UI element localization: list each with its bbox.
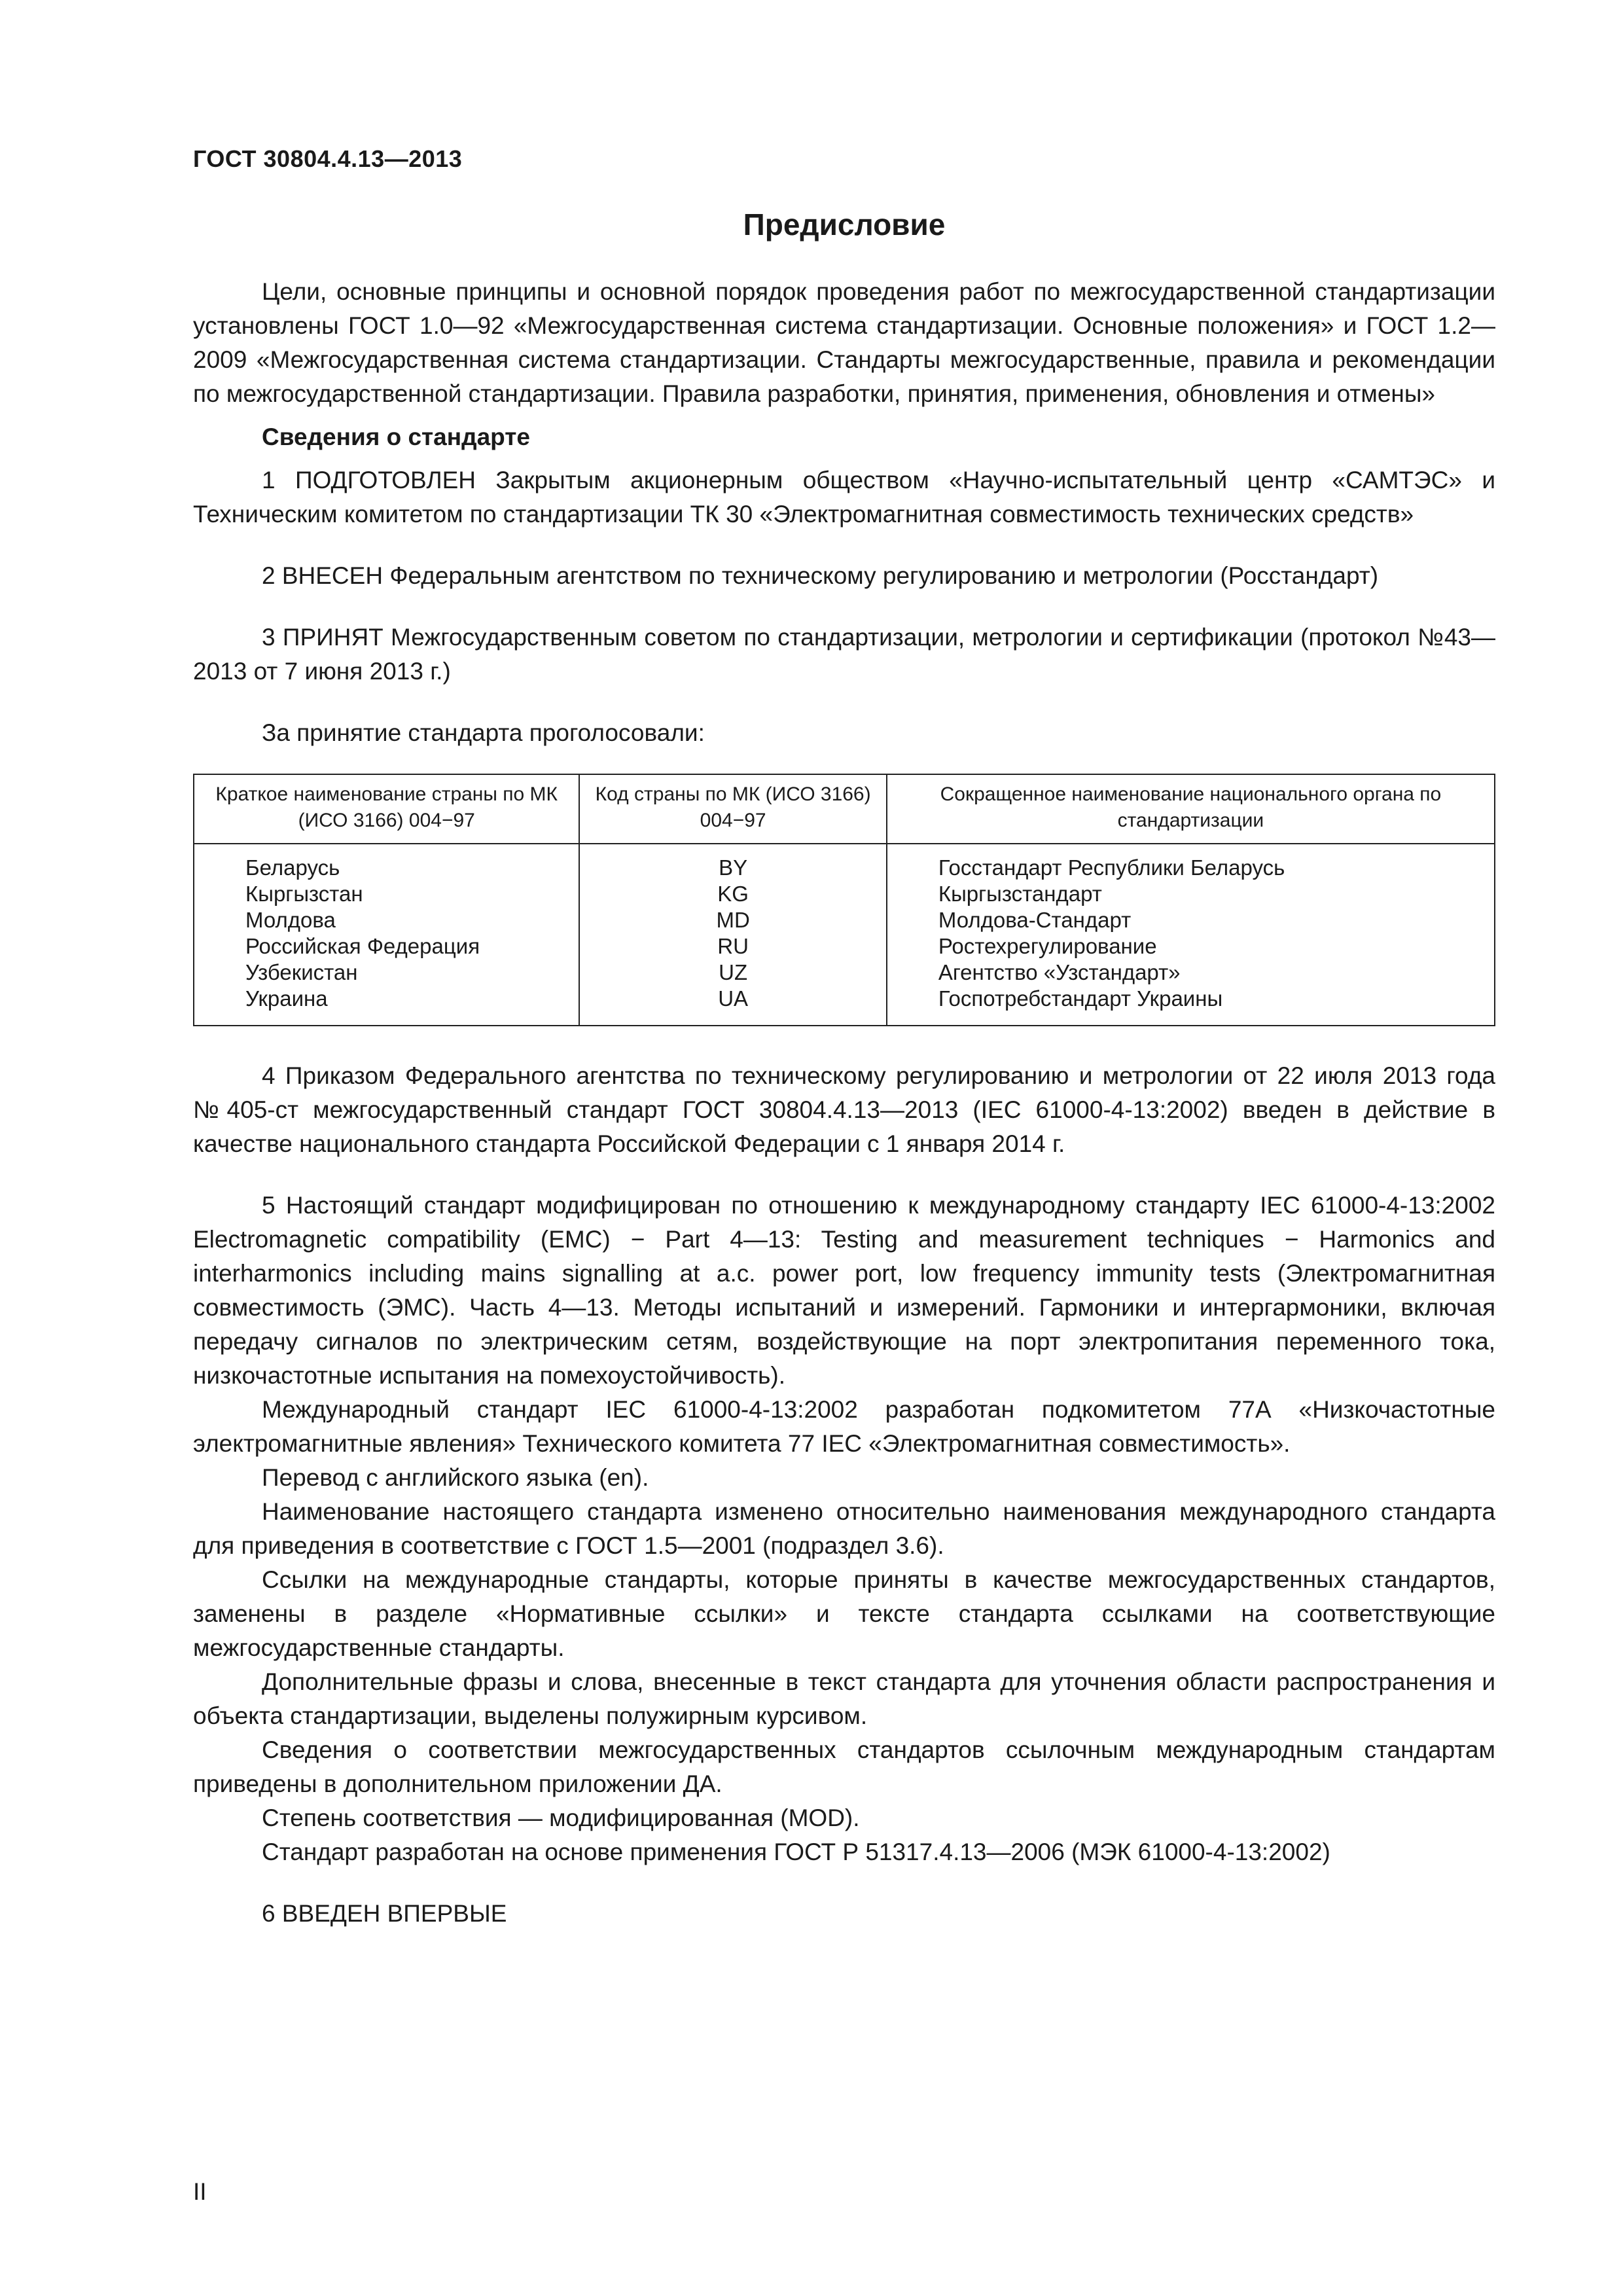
vote-intro: За принятие стандарта проголосовали: xyxy=(262,719,705,746)
org-name: Агентство «Узстандарт» xyxy=(938,960,1181,984)
standard-info-heading: Сведения о стандарте xyxy=(262,423,530,450)
item-5-paragraph: 5 Настоящий стандарт модифицирован по отношению к международному стандарту IEC 61000-4-13:2002 Electromagnetic compatibility (EMC) − Part 4—13: Testing and measurement techniques − Harmonics and interharmonics including mains signalling at a.c. power port, low frequency immunity tests (Электромагнитная совместимость (ЭМС). Часть 4—13. Методы испытаний и измерений. Гармоники и интергармоники, включая передачу сигналов по электрическим сетям, воздействующие на порт электропитания переменного тока, низкочастотные испытания на помехоустойчивость). xyxy=(193,1192,1495,1389)
country-code: UZ xyxy=(719,960,748,984)
org-name: Ростехрегулирование xyxy=(938,934,1157,958)
document-body xyxy=(193,275,1495,1931)
country-name: Российская Федерация xyxy=(245,934,480,958)
item-3-paragraph: 3 ПРИНЯТ Межгосударственным советом по стандартизации, метрологии и сертификации (протокол №43—2013 от 7 июня 2013 г.) xyxy=(193,624,1495,685)
item-5-paragraph: Сведения о соответствии межгосударственных стандартов ссылочным международным стандартам приведены в дополнительном приложении ДА. xyxy=(193,1736,1495,1797)
item-1-paragraph: 1 ПОДГОТОВЛЕН Закрытым акционерным обществом «Научно-испытательный центр «САМТЭС» и Техническим комитетом по стандартизации ТК 30 «Электромагнитная совместимость технических средств» xyxy=(193,467,1495,528)
code-column xyxy=(579,844,886,1026)
page-number: II xyxy=(193,2178,207,2205)
country-code: UA xyxy=(718,986,749,1011)
intro-paragraph: Цели, основные принципы и основной порядок проведения работ по межгосударственной стандартизации установлены ГОСТ 1.0—92 «Межгосударственная система стандартизации. Основные положения» и ГОСТ 1.2—2009 «Межгосударственная система стандартизации. Стандарты межгосударственные, правила и рекомендации по межгосударственной стандартизации. Правила разработки, принятия, применения, обновления и отмены» xyxy=(193,278,1495,407)
org-name: Госстандарт Республики Беларусь xyxy=(938,855,1285,880)
country-code: BY xyxy=(719,855,748,880)
item-5-paragraph: Наименование настоящего стандарта изменено относительно наименования международного стандарта для приведения в соответствие с ГОСТ 1.5—2001 (подраздел 3.6). xyxy=(193,1498,1495,1559)
voting-table xyxy=(193,774,1495,1026)
org-column xyxy=(887,844,1495,1026)
item-5-paragraph: Степень соответствия — модифицированная (MOD). xyxy=(262,1804,860,1831)
org-name: Кыргызстандарт xyxy=(938,882,1102,906)
country-name: Беларусь xyxy=(245,855,340,880)
org-name: Госпотребстандарт Украины xyxy=(938,986,1223,1011)
item-5-paragraph: Дополнительные фразы и слова, внесенные в текст стандарта для уточнения области распространения и объекта стандартизации, выделены полужирным курсивом. xyxy=(193,1668,1495,1729)
page-title: Предисловие xyxy=(743,207,946,242)
item-5-paragraph: Международный стандарт IEC 61000-4-13:2002 разработан подкомитетом 77А «Низкочастотные электромагнитные явления» Технического комитета 77 IEC «Электромагнитная совместимость». xyxy=(193,1396,1495,1457)
item-6-paragraph: 6 ВВЕДЕН ВПЕРВЫЕ xyxy=(262,1900,507,1927)
table-header-code: Код страны по МК (ИСО 3166) 004−97 xyxy=(579,774,886,844)
country-code: RU xyxy=(717,934,749,958)
item-5-paragraph: Ссылки на международные стандарты, которые приняты в качестве межгосударственных стандартов, заменены в разделе «Нормативные ссылки» и тексте стандарта ссылками на соответствующие межгосударственные стандарты. xyxy=(193,1566,1495,1661)
table-header-country: Краткое наименование страны по МК (ИСО 3166) 004−97 xyxy=(194,774,579,844)
org-name: Молдова-Стандарт xyxy=(938,908,1132,932)
country-name: Молдова xyxy=(245,908,336,932)
table-row xyxy=(194,844,1495,1026)
country-code: MD xyxy=(716,908,750,932)
document-code: ГОСТ 30804.4.13—2013 xyxy=(193,145,463,172)
item-5-paragraph: Стандарт разработан на основе применения ГОСТ Р 51317.4.13—2006 (МЭК 61000-4-13:2002) xyxy=(262,1839,1330,1865)
country-name: Узбекистан xyxy=(245,960,358,984)
country-code: KG xyxy=(717,882,749,906)
item-5-paragraph: Перевод с английского языка (en). xyxy=(262,1464,649,1491)
table-header-org: Сокращенное наименование национального органа по стандартизации xyxy=(887,774,1495,844)
country-name: Кыргызстан xyxy=(245,882,363,906)
item-4-paragraph: 4 Приказом Федерального агентства по техническому регулированию и метрологии от 22 июля 2013 года №405-ст межгосударственный стандарт ГОСТ 30804.4.13—2013 (IEC 61000-4-13:2002) введен в действие в качестве национального стандарта Российской Федерации с 1 января 2014 г. xyxy=(193,1062,1495,1157)
country-name: Украина xyxy=(245,986,328,1011)
country-column xyxy=(194,844,579,1026)
document-page xyxy=(193,0,1495,2296)
item-2-paragraph: 2 ВНЕСЕН Федеральным агентством по техническому регулированию и метрологии (Росстандарт) xyxy=(262,562,1379,589)
